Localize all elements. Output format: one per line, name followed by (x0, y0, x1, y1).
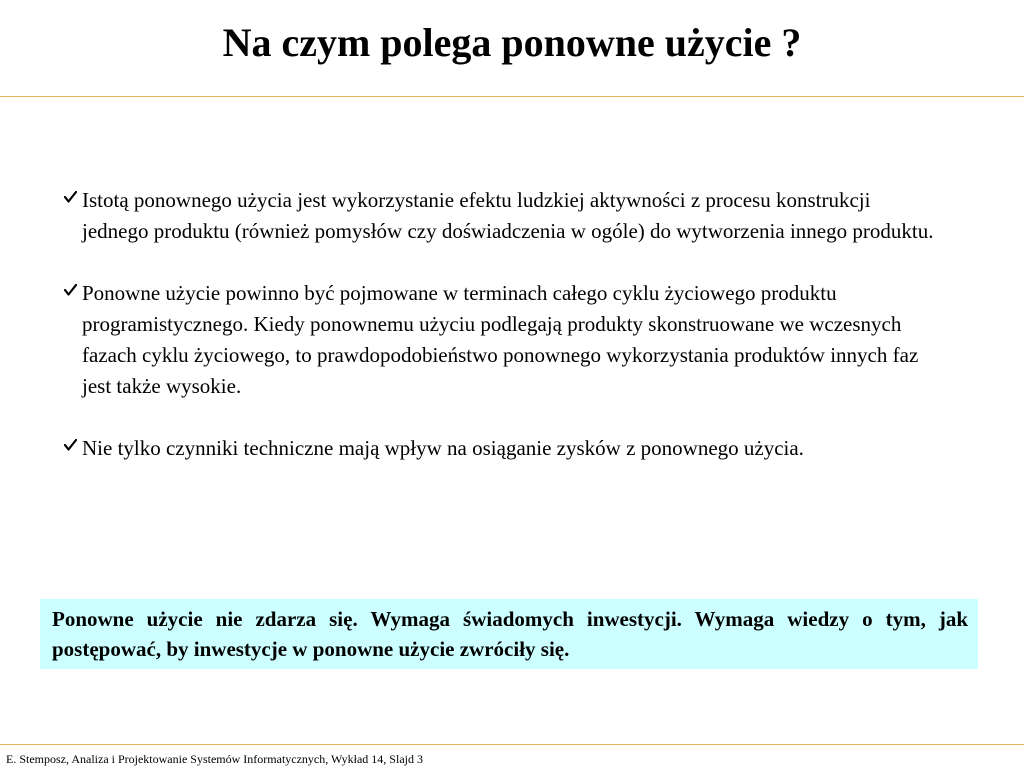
bullet-item (62, 433, 942, 464)
bullet-list (62, 185, 942, 495)
bullet-text: Istotą ponownego użycia jest wykorzystanie efektu ludzkiej aktywności z procesu konstrukcji jednego produktu (również pomysłów czy doświadczenia w ogóle) do wytworzenia innego produktu. (82, 188, 934, 243)
slide-title: Na czym polega ponowne użycie ? (222, 20, 802, 65)
bullet-text: Nie tylko czynniki techniczne mają wpływ na osiąganie zysków z ponownego użycia. (82, 436, 804, 460)
check-icon (62, 278, 78, 309)
check-icon (62, 433, 78, 464)
slide-footer: E. Stemposz, Analiza i Projektowanie Systemów Informatycznych, Wykład 14, Slajd 3 (6, 752, 423, 766)
title-divider (0, 96, 1024, 97)
footer-divider (0, 744, 1024, 745)
callout-box: Ponowne użycie nie zdarza się. Wymaga świadomych inwestycji. Wymaga wiedzy o tym, jak postępować, by inwestycje w ponowne użycie zwróciły się. (40, 599, 978, 669)
bullet-text: Ponowne użycie powinno być pojmowane w terminach całego cyklu życiowego produktu programistycznego. Kiedy ponownemu użyciu podlegają produkty skonstruowane we wczesnych fazach cyklu życiowego, to prawdopodobieństwo ponownego wykorzystania produktów innych faz jest także wysokie. (82, 281, 919, 398)
bullet-item (62, 278, 942, 402)
check-icon (62, 185, 78, 216)
bullet-item (62, 185, 942, 247)
